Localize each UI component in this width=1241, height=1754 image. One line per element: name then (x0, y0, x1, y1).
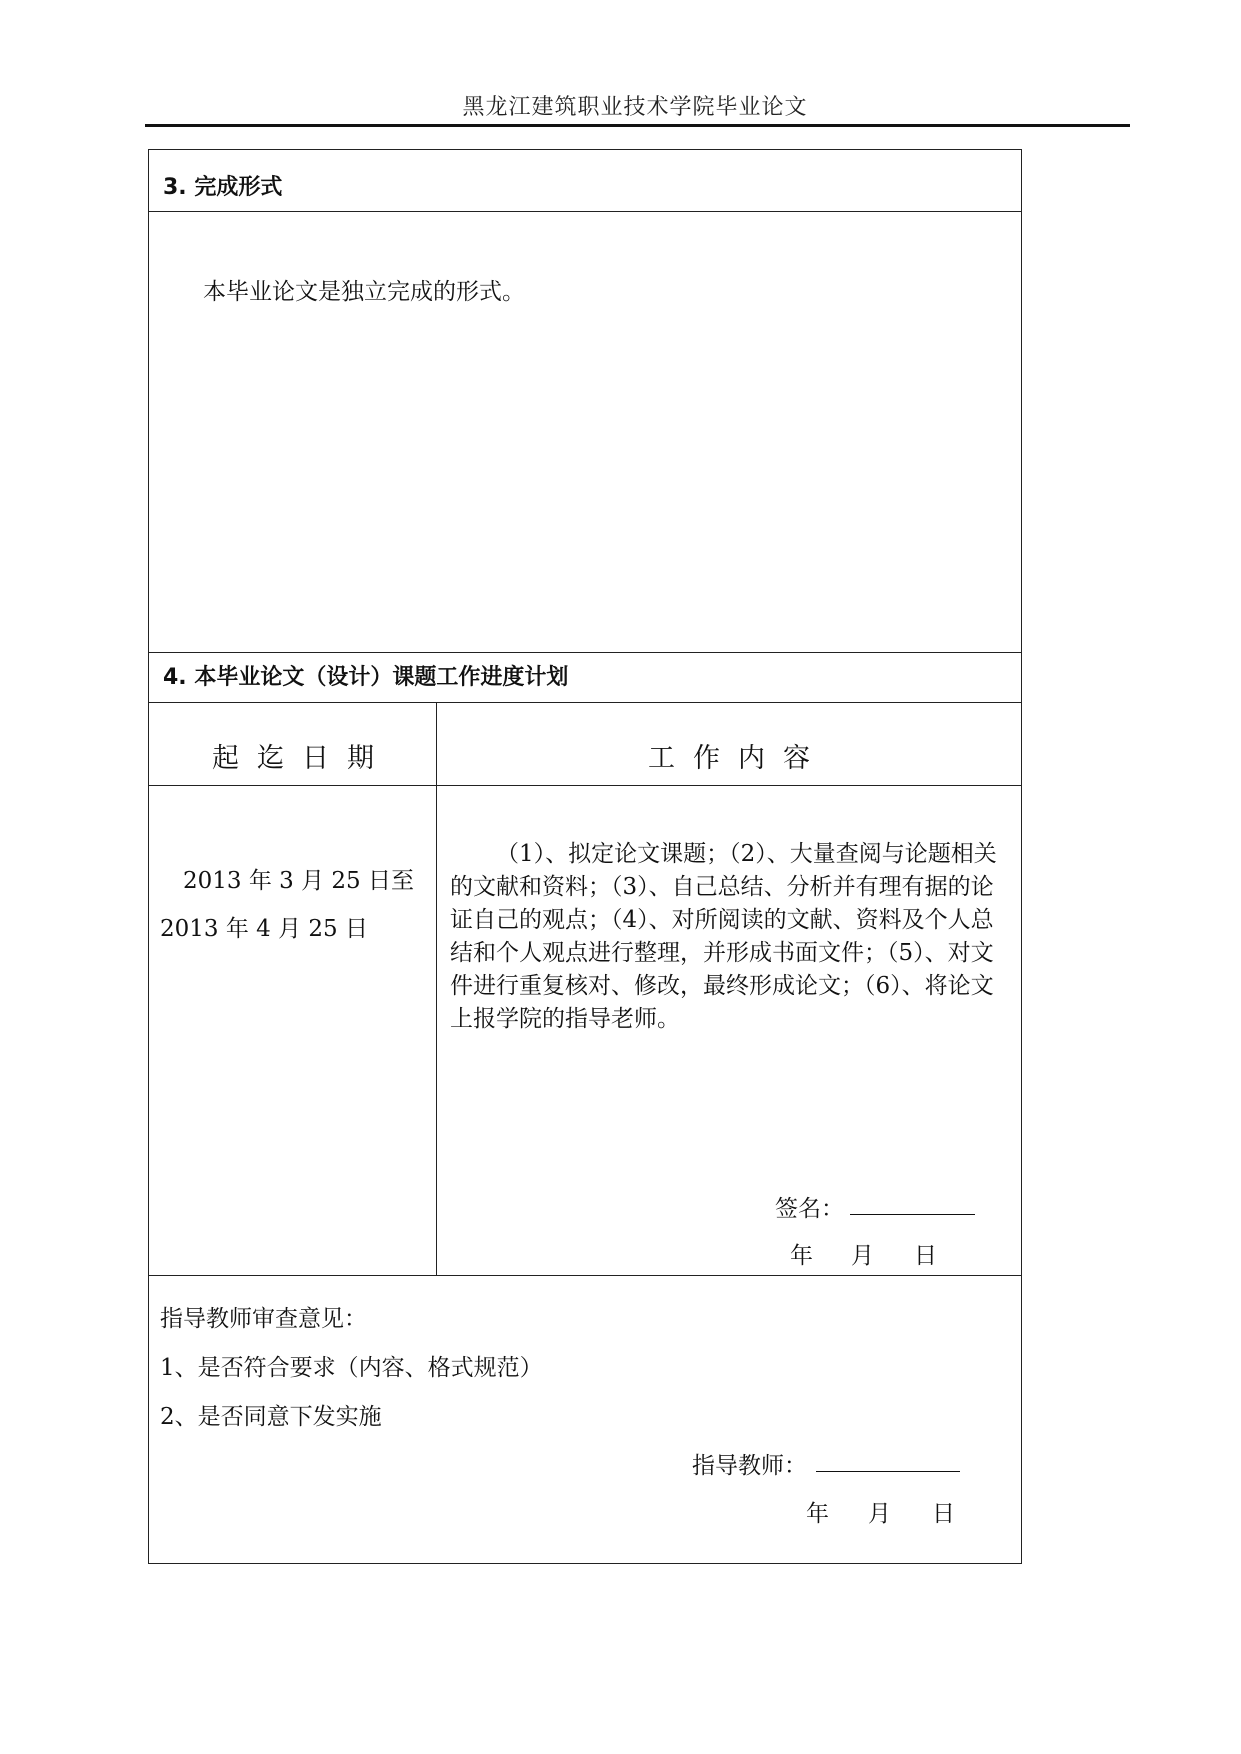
sign-label: 签名： (775, 1196, 844, 1222)
teacher-label: 指导教师： (692, 1453, 807, 1479)
teacher-sign-line (816, 1471, 960, 1472)
review-item-1: 1、是否符合要求（内容、格式规范） (160, 1355, 543, 1381)
review-item-2: 2、是否同意下发实施 (160, 1404, 382, 1430)
sign-date-month: 月 (851, 1243, 874, 1269)
section3-heading: 3. 完成形式 (163, 175, 283, 200)
schedule-end-date: 2013 年 4 月 25 日 (160, 916, 368, 942)
review-date-month: 月 (868, 1501, 891, 1527)
section4-heading: 4. 本毕业论文（设计）课题工作进度计划 (163, 665, 569, 690)
row-divider-schedule (148, 785, 1022, 786)
row-divider-section4-heading (148, 652, 1022, 653)
review-date-year: 年 (806, 1501, 829, 1527)
sign-date-day: 日 (914, 1243, 937, 1269)
schedule-work-content: （1）、拟定论文课题；（2）、大量查阅与论题相关的文献和资料；（3）、自己总结、分析并有理有据的论证自己的观点；（4）、对所阅读的文献、资料及个人总结和个人观点进行整理，并形成书面文件；（5）、对文件进行重复核对、修改，最终形成论文；（6）、将论文上报学院的指导老师。 (450, 841, 997, 1032)
schedule-start-date: 2013 年 3 月 25 日至 (183, 868, 414, 894)
review-heading: 指导教师审查意见： (160, 1306, 367, 1332)
row-divider-section3-heading (148, 211, 1022, 212)
column-header-content: 工作内容 (648, 743, 828, 774)
row-divider-column-headers (148, 702, 1022, 703)
page-header-title: 黑龙江建筑职业技术学院毕业论文 (462, 95, 808, 120)
column-header-date: 起迄日期 (212, 743, 392, 774)
review-date-day: 日 (932, 1501, 955, 1527)
header-rule (145, 124, 1130, 127)
row-divider-review (148, 1275, 1022, 1276)
section3-body: 本毕业论文是独立完成的形式。 (203, 279, 525, 305)
sign-line (850, 1214, 975, 1215)
sign-date-year: 年 (790, 1243, 813, 1269)
column-divider (436, 702, 437, 1275)
